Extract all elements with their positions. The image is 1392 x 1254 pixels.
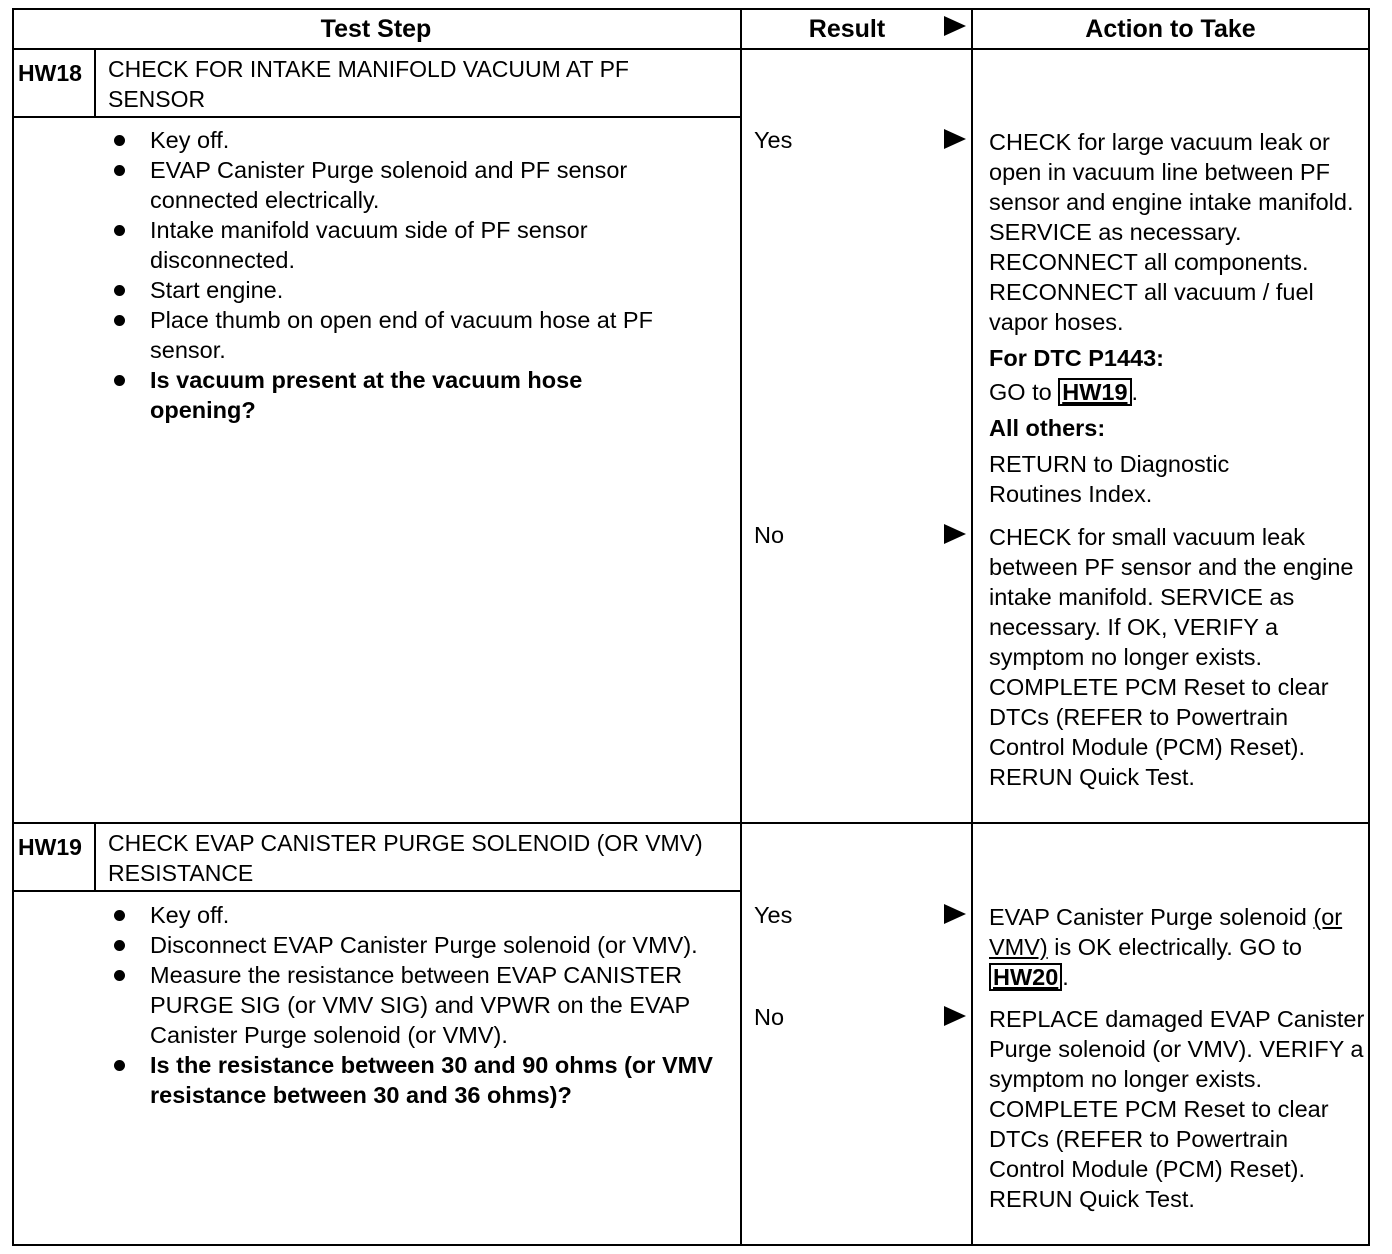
hw19-bullet-2: Disconnect EVAP Canister Purge solenoid (or VMV).: [108, 930, 733, 960]
hw19-no-action: REPLACE damaged EVAP Canister Purge solenoid (or VMV). VERIFY a symptom no longer exists. COMPLETE PCM Reset to clear DTCs (REFER to Powertrain Control Module (PCM) Reset). RERUN Quick Test.: [989, 1006, 1365, 1212]
column-divider-action: [971, 8, 973, 1246]
hw18-goto-line: [989, 377, 1365, 407]
step-id-hw18: HW18: [18, 60, 82, 86]
hw18-others-heading: All others:: [989, 415, 1106, 441]
table-border-right: [1368, 8, 1370, 1246]
hw19-question: Is the resistance between 30 and 90 ohms (or VMV resistance between 30 and 36 ohms)?: [108, 1050, 733, 1110]
hw18-step-list: [108, 125, 733, 425]
row-divider: [12, 822, 1370, 824]
hw18-yes-arrow-icon: [944, 129, 966, 149]
hw19-yes-arrow-icon: [944, 904, 966, 924]
hw18-bullet-4: Start engine.: [108, 275, 733, 305]
hw18-bullet-2: EVAP Canister Purge solenoid and PF sensor connected electrically.: [108, 155, 733, 215]
hw19-bullet-1: Key off.: [108, 900, 733, 930]
column-divider-result: [740, 8, 742, 1246]
hw18-no-arrow-icon: [944, 524, 966, 544]
goto-hw19-link[interactable]: HW19: [1058, 378, 1131, 406]
hw18-dtc-heading: For DTC P1443:: [989, 345, 1164, 371]
hw18-no-action: CHECK for small vacuum leak between PF sensor and the engine intake manifold. SERVICE as necessary. If OK, VERIFY a symptom no longer exists. COMPLETE PCM Reset to clear DTCs (REFER to Powertrain Control Module (PCM) Reset). RERUN Quick Test.: [989, 524, 1354, 790]
hw18-others-text: RETURN to Diagnostic Routines Index.: [989, 451, 1230, 507]
hw19-id-divider: [94, 822, 96, 892]
table-border-bottom: [12, 1244, 1370, 1246]
hw19-no-arrow-icon: [944, 1006, 966, 1026]
header-result: Result: [808, 15, 886, 43]
hw19-yes-action: [989, 902, 1365, 992]
hw18-yes-text: CHECK for large vacuum leak or open in vacuum line between PF sensor and engine intake manifold. SERVICE as necessary. RECONNECT all components. RECONNECT all vacuum / fuel vapor hoses.: [989, 129, 1354, 335]
hw18-yes-action: [989, 127, 1365, 509]
hw18-bullet-3: Intake manifold vacuum side of PF sensor disconnected.: [108, 215, 733, 275]
hw18-goto-suffix: .: [1131, 379, 1139, 405]
hw19-title-underline: [12, 890, 740, 892]
goto-hw20-link[interactable]: HW20: [989, 963, 1062, 991]
hw18-bullet-5: Place thumb on open end of vacuum hose at PF sensor.: [108, 305, 733, 365]
hw18-goto-prefix: GO to: [989, 379, 1059, 405]
diagnostic-table: [12, 8, 1370, 1246]
hw19-yes-text-a: EVAP Canister Purge solenoid: [989, 904, 1314, 930]
hw19-bullet-3: Measure the resistance between EVAP CANISTER PURGE SIG (or VMV SIG) and VPWR on the EVAP Canister Purge solenoid (or VMV).: [108, 960, 733, 1050]
hw18-bullet-1: Key off.: [108, 125, 733, 155]
hw19-yes-text-c: is OK electrically. GO to: [1047, 934, 1302, 960]
hw19-result-no: No: [754, 1004, 785, 1030]
header-action: Action to Take: [1085, 15, 1256, 43]
header-test-step: Test Step: [320, 15, 432, 43]
table-border-top: [12, 8, 1370, 10]
hw18-title-underline: [12, 116, 740, 118]
hw18-result-yes: Yes: [754, 127, 793, 153]
header-arrow-icon: [944, 16, 966, 36]
step-title-hw18: CHECK FOR INTAKE MANIFOLD VACUUM AT PF SENSOR: [108, 56, 629, 112]
header-divider: [12, 48, 1370, 50]
table-border-left: [12, 8, 14, 1246]
hw19-yes-text-b: (or VMV): [989, 904, 1343, 960]
step-id-hw19: HW19: [18, 834, 82, 860]
hw18-result-no: No: [754, 522, 785, 548]
hw18-question: Is vacuum present at the vacuum hose opening?: [108, 365, 733, 425]
step-title-hw19: CHECK EVAP CANISTER PURGE SOLENOID (OR VMV) RESISTANCE: [108, 830, 703, 886]
hw19-goto-suffix: .: [1062, 964, 1069, 990]
hw18-id-divider: [94, 48, 96, 118]
hw19-result-yes: Yes: [754, 902, 793, 928]
hw19-step-list: [108, 900, 733, 1110]
